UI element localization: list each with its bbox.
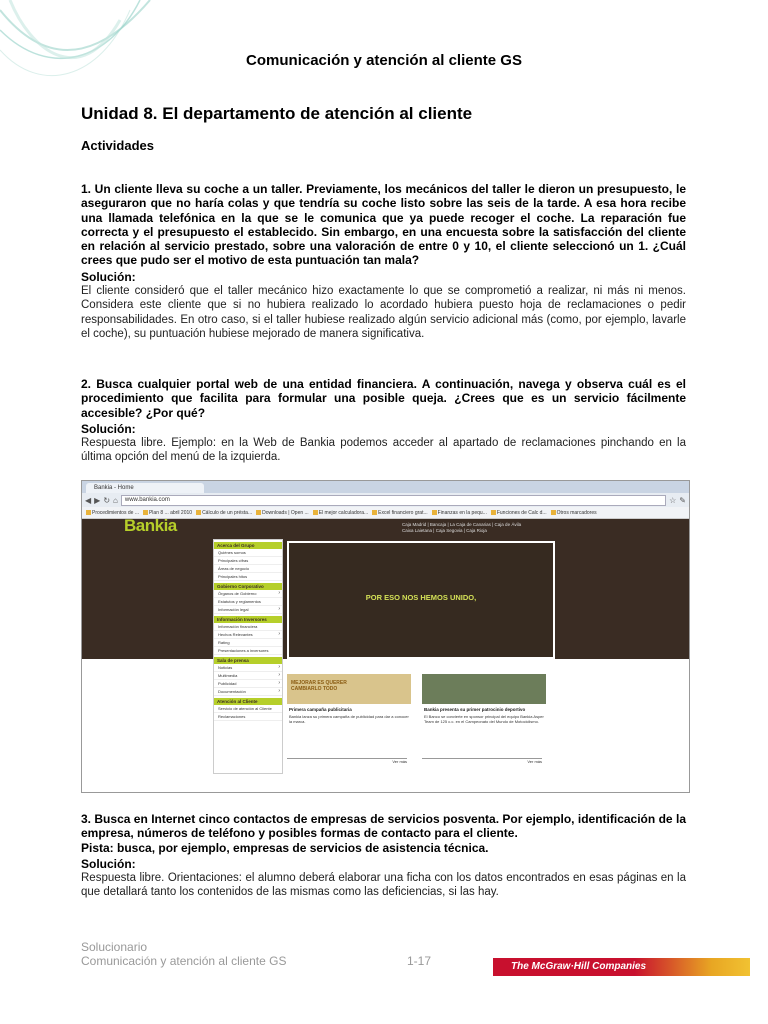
- question-2-block: [81, 377, 686, 465]
- bookmark-item: Cálculo de un présta...: [196, 510, 252, 516]
- hero-text: POR ESO NOS HEMOS UNIDO,: [365, 593, 477, 602]
- bankia-header-area: [82, 516, 689, 659]
- chevron-right-icon: ›: [278, 590, 280, 596]
- menu-item: Presentaciones a inversores: [214, 647, 282, 655]
- menu-item: Principales cifras: [214, 557, 282, 565]
- bookmark-icon: [196, 510, 201, 515]
- news-more-link: Ver más: [422, 758, 542, 764]
- menu-item: Información legal ›: [214, 606, 282, 614]
- hero-banner: [287, 541, 555, 659]
- browser-tab-bar: [82, 481, 689, 493]
- bankia-website-screenshot: [81, 480, 690, 793]
- bookmark-icon: [491, 510, 496, 515]
- question-2-text: 2. Busca cualquier portal web de una entidad financiera. A continuación, navega y observa cuál es el procedimiento que facilita para formular una posible queja. ¿Crees que es un servicio fácilmente accesible? ¿Por qué?: [81, 377, 686, 420]
- menu-item: Información financiera: [214, 623, 282, 631]
- menu-item: Publicidad ›: [214, 680, 282, 688]
- unit-title: Unidad 8. El departamento de atención al cliente: [81, 104, 473, 123]
- bookmark-icon: [143, 510, 148, 515]
- question-2-answer: Respuesta libre. Ejemplo: en la Web de Bankia podemos acceder al apartado de reclamaciones pinchando en la última opción del menú de la izquierda.: [81, 437, 686, 464]
- menu-item-reclamaciones: Reclamaciones: [214, 713, 282, 721]
- news-card-1: [287, 674, 411, 764]
- browser-address-bar: [82, 493, 689, 507]
- page-number: 1-17: [407, 954, 432, 968]
- news-image-text: MEJORAR ES QUERER CAMBIARLO TODO: [291, 680, 347, 692]
- menu-header: Sala de prensa: [214, 657, 282, 664]
- news-title: Primera campaña publicitaria: [289, 707, 352, 712]
- bookmark-icon: [372, 510, 377, 515]
- bookmark-item: Procedimientos de ...: [86, 510, 139, 516]
- news-body: Bankia lanza su primera campaña de publicidad para dar a conocer la marca.: [289, 714, 409, 724]
- question-3-answer: Respuesta libre. Orientaciones: el alumno deberá elaborar una ficha con los datos encontrados en esas páginas en la que detallará tanto los contenidos de las mismas como las deficiencias, si las hay.: [81, 872, 686, 899]
- bankia-logo: Bankia: [124, 516, 177, 535]
- bookmark-item: Excel financiero grat...: [372, 510, 427, 516]
- menu-header: Atención al Cliente: [214, 698, 282, 705]
- question-3-solution-label: Solución:: [81, 856, 136, 871]
- chevron-right-icon: ›: [278, 672, 280, 678]
- question-2-solution-label: Solución:: [81, 421, 136, 436]
- folder-icon: [551, 510, 556, 515]
- news-title: Bankia presenta su primer patrocinio deportivo: [424, 707, 526, 712]
- question-1-block: [81, 182, 686, 341]
- url-field: www.bankia.com: [121, 495, 666, 506]
- news-more-link: Ver más: [287, 758, 407, 764]
- menu-item: Órganos de Gobierno ›: [214, 590, 282, 598]
- chevron-right-icon: ›: [278, 606, 280, 612]
- bookmark-item: Downloads | Open ...: [256, 510, 309, 516]
- menu-item: Documentación ›: [214, 688, 282, 696]
- section-title: Actividades: [81, 138, 154, 153]
- home-icon: ⌂: [113, 495, 118, 505]
- decorative-swirl-graphic: [0, 0, 160, 100]
- bookmark-item: El mejor calculadora...: [313, 510, 368, 516]
- star-icon: ☆: [669, 495, 677, 505]
- chevron-right-icon: ›: [278, 631, 280, 637]
- wrench-icon: ✎: [679, 495, 686, 505]
- news-image: [287, 674, 411, 704]
- bookmark-icon: [313, 510, 318, 515]
- menu-item: Hechos Relevantes ›: [214, 631, 282, 639]
- bankia-sidebar-menu: [213, 539, 283, 774]
- news-body: El Banco se convierte en sponsor principal del equipo Bankia Asper Team de 125 c.c. en el Campeonato del Mundo de Motociclismo.: [424, 714, 544, 724]
- news-image: [422, 674, 546, 704]
- menu-item: Noticias ›: [214, 664, 282, 672]
- chevron-right-icon: ›: [278, 680, 280, 686]
- bookmark-icon: [432, 510, 437, 515]
- question-3-text: 3. Busca en Internet cinco contactos de empresas de servicios posventa. Por ejemplo, identificación de la empresa, números de teléfono y posibles formas de contacto para el cliente.: [81, 812, 686, 841]
- question-1-solution-label: Solución:: [81, 269, 136, 284]
- news-card-2: [422, 674, 546, 764]
- back-icon: ◀: [85, 495, 92, 505]
- menu-header: Información Inversores: [214, 616, 282, 623]
- menu-header: Acerca del Grupo: [214, 542, 282, 549]
- question-3-block: [81, 812, 686, 900]
- question-1-answer: El cliente consideró que el taller mecánico hizo exactamente lo que se comprometió a realizar, ni más ni menos. Considera este cliente que si no hubiera realizado lo acordado hubiera puesto hoja de reclamaciones o pedir responsabilidades. En otro caso, si el taller hubiese realizado algún servicio adicional más (como, por ejemplo, lavarle el coche), su puntuación hubiese mejorado de manera significativa.: [81, 285, 686, 340]
- menu-item: Quiénes somos: [214, 549, 282, 557]
- reload-icon: ↻: [103, 495, 111, 505]
- chevron-right-icon: ›: [278, 664, 280, 670]
- browser-tab: Bankia - Home: [86, 483, 204, 493]
- menu-item: Principales hitos: [214, 573, 282, 581]
- footer-line-1: Solucionario: [81, 940, 148, 954]
- mcgraw-hill-logo: The McGraw·Hill Companies: [493, 958, 750, 976]
- bankia-page: [82, 516, 689, 792]
- question-1-text: 1. Un cliente lleva su coche a un taller. Previamente, los mecánicos del taller le dieron un presupuesto, le aseguraron que no haría colas y que tendría su coche listo sobre las seis de la tarde. A esa hora recibe una llamada telefónica en la que se le comunica que ya puede recoger el coche. La reparación fue correcta y el presupuesto el establecido. Sin embargo, en una encuesta sobre la satisfacción del cliente en relación al servicio prestado, sobre una valoración de entre 0 y 10, el cliente seleccionó un 1. ¿Cuál crees que pudo ser el motivo de esta puntuación tan mala?: [81, 182, 686, 268]
- menu-item: Rating: [214, 639, 282, 647]
- question-3-hint: Pista: busca, por ejemplo, empresas de servicios de asistencia técnica.: [81, 840, 489, 855]
- menu-item: Estatutos y reglamentos: [214, 598, 282, 606]
- footer-line-2: Comunicación y atención al cliente GS: [81, 954, 287, 968]
- bookmark-item: Finanzas en la pequ...: [432, 510, 487, 516]
- bookmark-icon: [256, 510, 261, 515]
- forward-icon: ▶: [94, 495, 101, 505]
- menu-item: Áreas de negocio: [214, 565, 282, 573]
- bookmark-item: Funciones de Calc d...: [491, 510, 547, 516]
- footer-text: [81, 940, 286, 968]
- bankia-group-text: Caja Madrid | Bancaja | La Caja de Canarias | Caja de Ávila Caixa Laietana | Caja Segovia | Caja Rioja: [402, 522, 522, 533]
- bookmark-icon: [86, 510, 91, 515]
- bookmark-item: Plan 8 ... abril 2010: [143, 510, 192, 516]
- menu-header: Gobierno Corporativo: [214, 583, 282, 590]
- menu-item: Servicio de atención al Cliente: [214, 705, 282, 713]
- bookmark-item: Otros marcadores: [551, 510, 597, 516]
- menu-item: Multimedia ›: [214, 672, 282, 680]
- chevron-right-icon: ›: [278, 688, 280, 694]
- document-header-title: Comunicación y atención al cliente GS: [246, 52, 522, 69]
